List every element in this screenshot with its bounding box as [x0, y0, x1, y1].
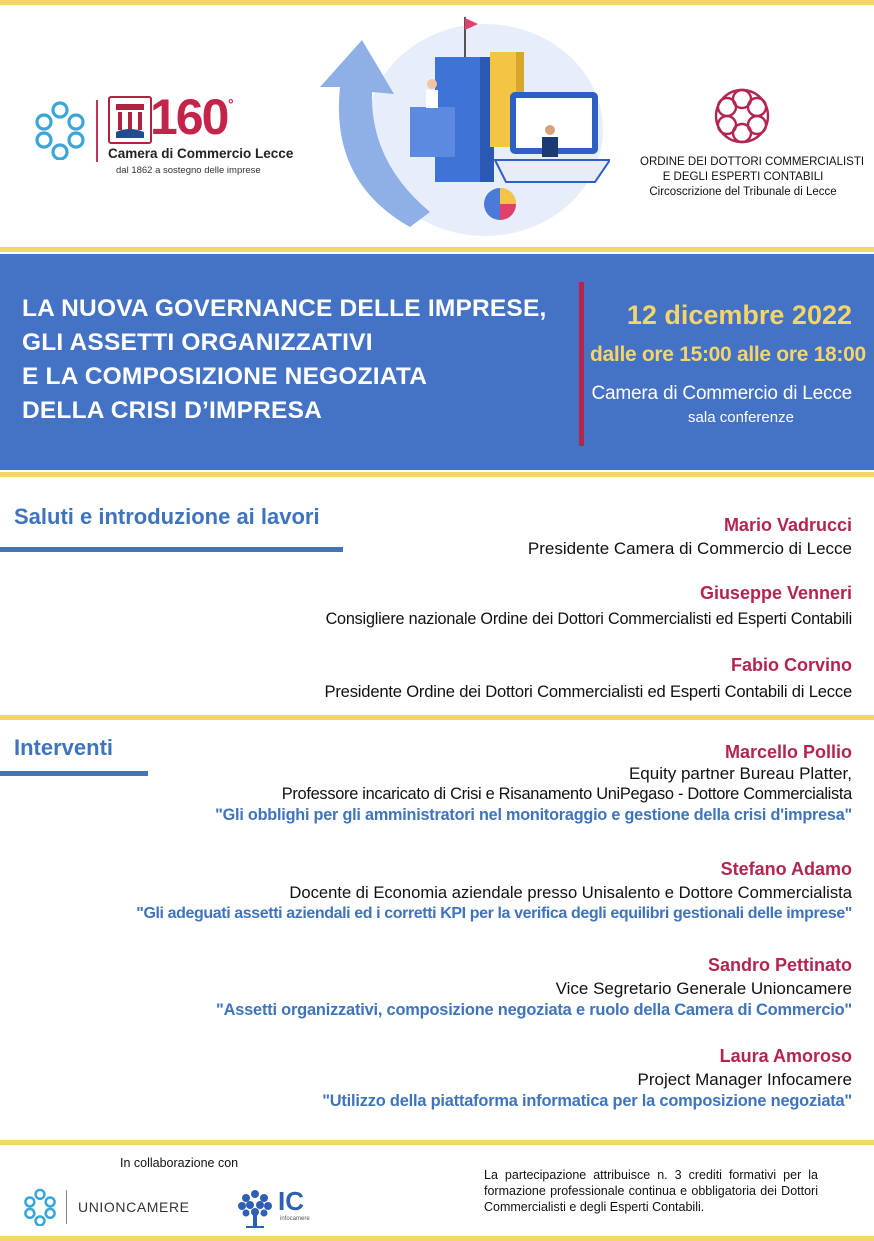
unioncamere-swirl-icon — [22, 1188, 58, 1226]
ordine-line3: Circoscrizione del Tribunale di Lecce — [649, 186, 837, 198]
logo-divider — [96, 100, 98, 162]
event-title — [22, 292, 547, 428]
credits-note: La partecipazione attribuisce n. 3 crediti formativi per la formazione professionale continua e obbligatoria dei Dottori Commercialisti e degli Esperti Contabili. — [484, 1168, 818, 1214]
speaker-role: Vice Segretario Generale Unioncamere — [555, 979, 852, 998]
infocamere-name: IC — [278, 1186, 304, 1216]
bottom-border — [0, 1236, 874, 1241]
infocamere-sub: infocamere — [280, 1216, 310, 1222]
talk-title: "Utilizzo della piattaforma informatica per la composizione negoziata" — [322, 1092, 852, 1110]
talk-speaker — [215, 742, 852, 825]
ordine-line1: ORDINE DEI DOTTORI COMMERCIALISTI — [640, 156, 865, 168]
banner-top-border — [0, 247, 874, 252]
ordine-logo — [712, 86, 772, 151]
event-title-line: DELLA CRISI D’IMPRESA — [22, 397, 323, 424]
chamber-tagline: dal 1862 a sostegno delle imprese — [116, 165, 261, 176]
speaker-role: Consigliere nazionale Ordine dei Dottori Commercialisti ed Esperti Contabili — [325, 610, 852, 628]
speaker-name: Marcello Pollio — [724, 742, 852, 762]
talk-title: "Assetti organizzativi, composizione negoziata e ruolo della Camera di Commercio" — [216, 1001, 852, 1019]
event-date: 12 dicembre 2022 — [626, 300, 852, 330]
event-title-line: E LA COMPOSIZIONE NEGOZIATA — [22, 363, 428, 390]
welcome-heading-underline — [0, 547, 343, 552]
collab-label: In collaborazione con — [120, 1156, 239, 1170]
speaker-name: Fabio Corvino — [731, 655, 852, 675]
top-border — [0, 0, 874, 5]
speaker-name: Stefano Adamo — [720, 859, 852, 879]
ordine-line2: E DEGLI ESPERTI CONTABILI — [662, 171, 824, 183]
chamber-swirl-icon — [32, 100, 88, 160]
ordine-caption — [640, 155, 865, 200]
speaker-name: Giuseppe Venneri — [699, 583, 852, 603]
talks-heading-underline — [0, 771, 148, 776]
talk-title: "Gli adeguati assetti aziendali ed i corretti KPI per la verifica degli equilibri gestionali delle imprese" — [136, 905, 852, 922]
talk-speaker — [322, 1046, 852, 1111]
section-divider — [0, 715, 874, 720]
welcome-speaker — [528, 515, 852, 559]
event-details — [590, 300, 866, 426]
welcome-speaker — [326, 583, 852, 629]
speaker-role: Professore incaricato di Crisi e Risanamento UniPegaso - Dottore Commercialista — [281, 785, 852, 803]
speaker-name: Sandro Pettinato — [707, 955, 852, 975]
event-title-line: GLI ASSETTI ORGANIZZATIVI — [22, 329, 373, 356]
speaker-role: Project Manager Infocamere — [637, 1070, 852, 1089]
unioncamere-logo — [22, 1188, 58, 1231]
event-time: dalle ore 15:00 alle ore 18:00 — [590, 343, 866, 366]
chamber-name: Camera di Commercio Lecce — [108, 146, 294, 161]
speaker-role: Equity partner Bureau Platter, — [628, 764, 852, 783]
talk-speaker — [136, 859, 852, 923]
chamber-anniversary-number: 160 — [150, 89, 228, 145]
speaker-role: Presidente Camera di Commercio di Lecce — [527, 539, 852, 558]
banner-bottom-border — [0, 472, 874, 477]
event-room: sala conferenze — [688, 409, 794, 426]
banner-divider — [579, 282, 584, 446]
welcome-heading: Saluti e introduzione ai lavori — [14, 504, 320, 529]
speaker-name: Laura Amoroso — [719, 1046, 852, 1066]
event-title-line: LA NUOVA GOVERNANCE DELLE IMPRESE, — [22, 295, 547, 322]
talk-title: "Gli obblighi per gli amministratori nel monitoraggio e gestione della crisi d'impresa" — [215, 806, 852, 824]
talks-heading: Interventi — [14, 735, 114, 760]
business-illustration — [310, 12, 610, 247]
chamber-building-icon — [108, 96, 152, 144]
infocamere-tree-icon — [236, 1186, 274, 1235]
event-venue: Camera di Commercio di Lecce — [591, 383, 852, 404]
speaker-role: Presidente Ordine dei Dottori Commercialisti ed Esperti Contabili di Lecce — [324, 682, 852, 701]
speaker-name: Mario Vadrucci — [723, 515, 852, 535]
anniversary-mark: ° — [228, 96, 234, 112]
speaker-role: Docente di Economia aziendale presso Unisalento e Dottore Commercialista — [289, 883, 852, 902]
talk-speaker — [216, 955, 852, 1020]
footer-divider — [0, 1140, 874, 1145]
unioncamere-name: UNIONCAMERE — [78, 1199, 190, 1215]
ordine-rosette-icon — [712, 86, 772, 146]
unioncamere-divider — [66, 1190, 67, 1224]
welcome-speaker — [324, 655, 852, 702]
chamber-logo — [32, 100, 88, 165]
